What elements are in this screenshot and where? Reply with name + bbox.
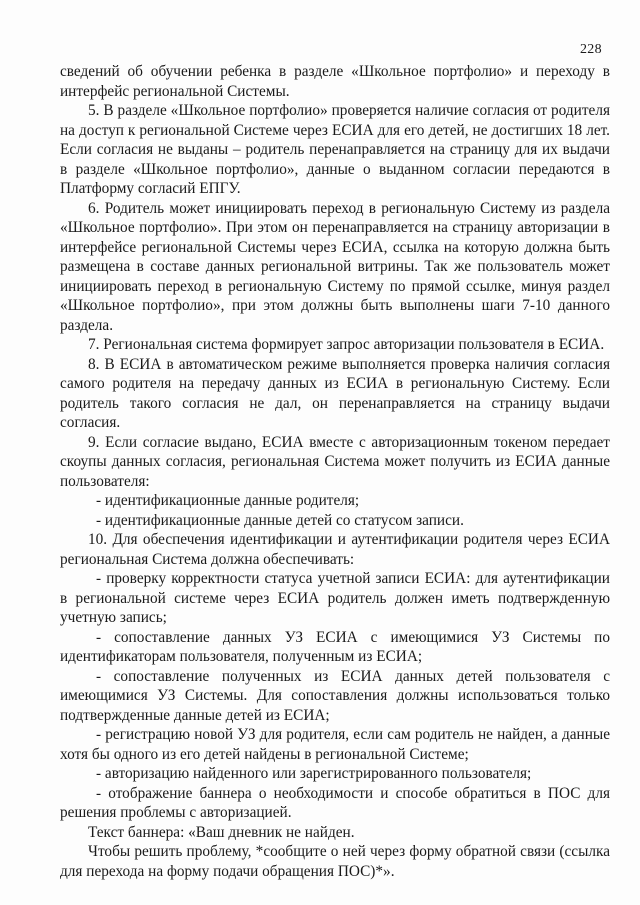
paragraph-step-5: 5. В разделе «Школьное портфолио» проверяется наличие согласия от родителя на доступ к региональной Системе через ЕСИА для его детей, не достигших 18 лет. Если согласия не выданы – родитель перенаправляется на страницу для их выдачи в разделе «Школьное портфолио», данные о выданном согласии передаются в Платформу согласий ЕПГУ. xyxy=(60,102,610,197)
page-number: 228 xyxy=(580,42,602,57)
list-item-status-check: - проверку корректности статуса учетной записи ЕСИА: для аутентификации в региональной системе через ЕСИА родитель должен иметь подтвержденную учетную запись; xyxy=(60,570,610,626)
list-item-children-data: - идентификационные данные детей со статусом записи. xyxy=(96,511,464,529)
paragraph-continuation: сведений об обучении ребенка в разделе «Школьное портфолио» и переходу в интерфейс региональной Системы. xyxy=(60,63,610,100)
list-item-banner-display: - отображение баннера о необходимости и способе обратиться в ПОС для решения проблемы с авторизацией. xyxy=(60,784,610,821)
paragraph-step-7: 7. Региональная система формирует запрос авторизации пользователя в ЕСИА. xyxy=(88,336,605,353)
banner-text-line-1: Текст баннера: «Ваш дневник не найден. xyxy=(88,823,355,841)
list-item-parent-data: - идентификационные данные родителя; xyxy=(96,492,360,509)
list-item-children-matching: - сопоставление полученных из ЕСИА данных детей пользователя с имеющимися УЗ Системы. Для сопоставления должны использоваться только подтвержденные данные детей из ЕСИА; xyxy=(60,667,610,724)
list-item-authorization: - авторизацию найденного или зарегистрированного пользователя; xyxy=(96,765,532,782)
paragraph-step-8: 8. В ЕСИА в автоматическом режиме выполняется проверка наличия согласия самого родителя на передачу данных из ЕСИА в региональную Систему. Если родитель такого согласия не дал, он перенаправляется на страницу выдачи согласия. xyxy=(60,355,610,431)
list-item-registration: - регистрацию новой УЗ для родителя, если сам родитель не найден, а данные хотя бы одного из его детей найдены в региональной Системе; xyxy=(60,726,610,763)
document-body xyxy=(60,62,610,881)
paragraph-step-10: 10. Для обеспечения идентификации и аутентификации родителя через ЕСИА региональная Система должна обеспечивать: xyxy=(60,531,610,568)
paragraph-step-6: 6. Родитель может инициировать переход в региональную Систему из раздела «Школьное портфолио». При этом он перенаправляется на страницу авторизации в интерфейсе региональной Системы через ЕСИА, ссылка на которую должна быть размещена в составе данных региональной витрины. Так же пользователь может инициировать переход в региональную Систему по прямой ссылке, минуя раздел «Школьное портфолио», при этом должны быть выполнены шаги 7-10 данного раздела. xyxy=(60,199,610,334)
banner-text-line-2: Чтобы решить проблему, *сообщите о ней через форму обратной связи (ссылка для перехода на форму подачи обращения ПОС)*». xyxy=(60,843,610,880)
list-item-account-matching: - сопоставление данных УЗ ЕСИА с имеющимися УЗ Системы по идентификаторам пользователя, полученным из ЕСИА; xyxy=(60,628,610,665)
paragraph-step-9: 9. Если согласие выдано, ЕСИА вместе с авторизационным токеном передает скоупы данных согласия, региональная Система может получить из ЕСИА данные пользователя: xyxy=(60,433,610,490)
